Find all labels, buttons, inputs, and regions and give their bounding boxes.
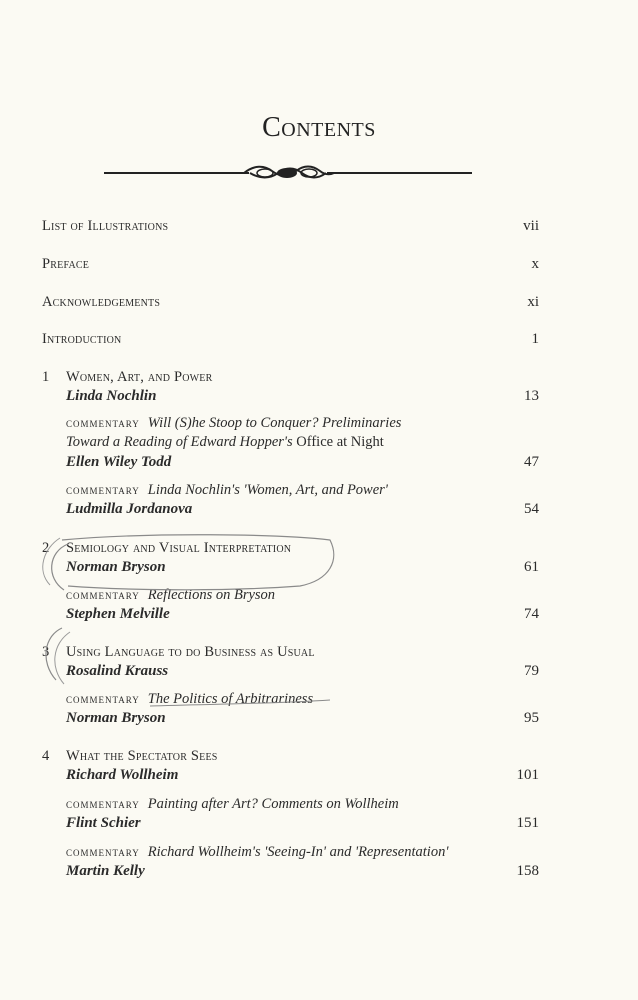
toc-entry-introduction	[42, 330, 539, 349]
toc-label: Introduction	[42, 331, 122, 347]
commentary-author: Ellen Wiley Todd	[66, 454, 172, 470]
toc-entry-preface	[42, 255, 539, 274]
toc-commentary	[42, 843, 539, 883]
toc-label: Acknowledgements	[42, 294, 161, 310]
toc-page-number: vii	[523, 218, 539, 234]
commentary-label: commentary	[66, 845, 140, 859]
toc-page-number: 74	[524, 606, 539, 622]
toc-entry-acknowledgements	[42, 293, 539, 312]
toc-commentary	[42, 586, 539, 626]
toc-commentary	[42, 481, 539, 521]
commentary-author: Stephen Melville	[66, 606, 170, 622]
commentary-title: Linda Nochlin's 'Women, Art, and Power'	[147, 482, 388, 498]
commentary-title-continued: Toward a Reading of Edward Hopper's	[66, 434, 297, 450]
toc-commentary	[42, 795, 539, 835]
toc-label: Preface	[42, 256, 90, 272]
commentary-author: Norman Bryson	[66, 710, 166, 726]
chapter-title: Women, Art, and Power	[66, 369, 213, 385]
toc-page-number: xi	[527, 294, 539, 310]
toc-chapter-1	[42, 368, 539, 408]
toc-commentary	[42, 690, 539, 730]
chapter-number: 2	[42, 540, 50, 556]
toc-chapter-2	[42, 539, 539, 579]
commentary-title: The Politics of Arbitrariness	[147, 691, 314, 707]
chapter-number: 1	[42, 369, 50, 385]
toc-chapter-4	[42, 747, 539, 787]
toc-entry-list-of-illustrations	[42, 217, 539, 236]
page-title: Contents	[262, 112, 376, 143]
toc-page-number: 47	[524, 454, 539, 470]
chapter-title: What the Spectator Sees	[66, 748, 218, 764]
commentary-author: Ludmilla Jordanova	[66, 501, 193, 517]
toc-page-number: 79	[524, 663, 539, 679]
toc-page-number: 13	[524, 388, 539, 404]
commentary-label: commentary	[66, 483, 140, 497]
chapter-title: Semiology and Visual Interpretation	[66, 540, 292, 556]
chapter-author: Richard Wollheim	[66, 767, 179, 783]
toc-chapter-3	[42, 643, 539, 683]
chapter-author: Norman Bryson	[66, 559, 166, 575]
commentary-author: Flint Schier	[66, 815, 141, 831]
commentary-title: Reflections on Bryson	[147, 587, 276, 603]
chapter-number: 3	[42, 644, 50, 660]
chapter-author: Linda Nochlin	[66, 388, 157, 404]
toc-page-number: 54	[524, 501, 539, 517]
commentary-title: Richard Wollheim's 'Seeing-In' and 'Representation'	[147, 844, 449, 860]
commentary-label: commentary	[66, 797, 140, 811]
toc-page-number: 158	[516, 863, 539, 879]
commentary-title-artwork: Office at Night	[296, 434, 384, 450]
commentary-author: Martin Kelly	[66, 863, 145, 879]
toc-page-number: 95	[524, 710, 539, 726]
toc-page-number: 1	[531, 331, 539, 347]
chapter-title: Using Language to do Business as Usual	[66, 644, 315, 660]
toc-commentary	[42, 414, 539, 474]
toc-page-number: x	[531, 256, 539, 272]
commentary-label: commentary	[66, 588, 140, 602]
chapter-number: 4	[42, 748, 50, 764]
commentary-title: Painting after Art? Comments on Wollheim	[147, 796, 399, 812]
ornament-divider-icon	[104, 161, 472, 185]
commentary-title: Will (S)he Stoop to Conquer? Preliminaries	[147, 415, 402, 431]
toc-page-number: 101	[516, 767, 539, 783]
commentary-label: commentary	[66, 692, 140, 706]
toc-page-number: 151	[516, 815, 539, 831]
toc-label: List of Illustrations	[42, 218, 169, 234]
commentary-label: commentary	[66, 416, 140, 430]
toc-page-number: 61	[524, 559, 539, 575]
chapter-author: Rosalind Krauss	[66, 663, 169, 679]
